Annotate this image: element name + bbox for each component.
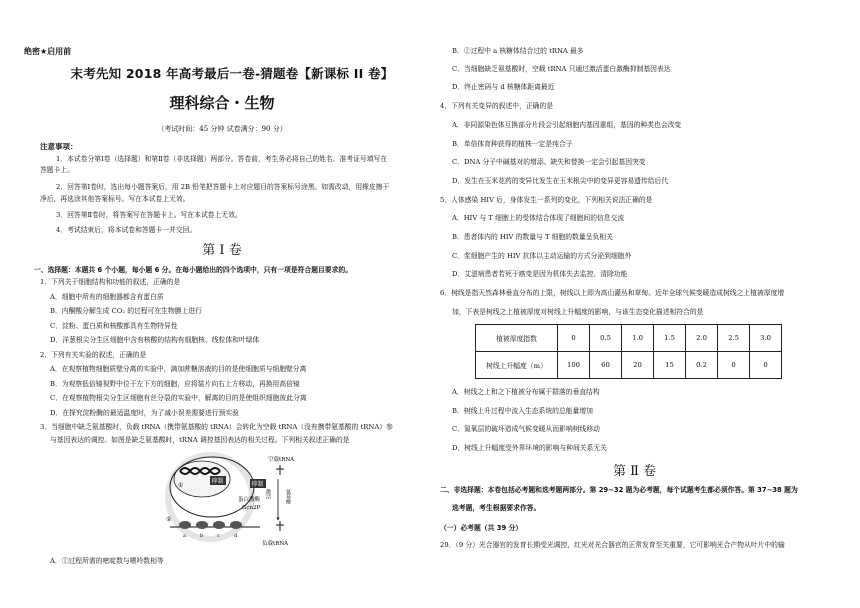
table-cell: 0 <box>718 352 750 379</box>
part2-intro-line2: 选考题，考生根据要求作答。 <box>452 504 541 512</box>
ribosome-b <box>196 521 208 529</box>
note-1-line2: 答题卡上。 <box>40 166 74 174</box>
q6-option-a: A．树线之上和之下植被分布属于群落的垂直结构 <box>452 388 600 396</box>
q3-stem-line2: 与基因表达的调控。如图是缺乏氨基酸时，tRNA 调控基因表达的相关过程。下列相关叙述正确的是 <box>50 436 350 444</box>
ribosome-c <box>213 521 225 529</box>
inhibit-label-1: 抑制 <box>211 478 224 485</box>
q1-option-c: C．淀粉、蛋白质和核酸都具有生物特异性 <box>50 322 178 330</box>
q2-option-a: A．在观察植物细胞质壁分离的实验中，滴加蔗糖溶液的目的是使细胞质与细胞壁分离 <box>50 365 307 373</box>
table-cell: 3.0 <box>750 325 782 352</box>
q3-option-c: C．当细胞缺乏氨基酸时，空载 tRNA 只通过激活蛋白激酶抑制基因表达 <box>452 65 671 73</box>
table-cell: 100 <box>558 352 590 379</box>
ribosome-c-label: c <box>217 533 220 539</box>
table-cell: 2.5 <box>718 325 750 352</box>
q6-stem-line1: 6．树线是指天然森林垂直分布的上限，树线以上即为高山灌丛和草甸。近年全球气候变暖造成树线之上植被厚度增 <box>440 289 785 297</box>
q1-option-a: A．细胞中所有的细胞器都含有蛋白质 <box>50 293 164 301</box>
table-row1-header: 植被厚度指数 <box>476 325 558 352</box>
exam-info: （考试时间：45 分钟 试卷满分：90 分） <box>157 125 287 133</box>
part2-intro-line1: 二、非选择题：本卷包括必考题和选考题两部分。第 29~32 题为必考题，每个试题考生都必须作答。第 37~38 题为 <box>440 486 798 494</box>
table-cell: 1.0 <box>622 325 654 352</box>
q4-option-a: A．非同源染色体互换部分片段会引起细胞内基因重组，基因的种类也会改变 <box>452 121 682 129</box>
part1-title: 第 Ⅰ 卷 <box>202 243 242 258</box>
vegetation-table <box>475 324 782 379</box>
q5-option-d: D．艾滋病患者若死于癌变是因为机体失去监控、清除功能 <box>452 270 628 278</box>
empty-trna-label: 空载tRNA <box>268 457 295 463</box>
amino-acid-label: 氨基酸 <box>285 489 291 504</box>
subject-title: 理科综合・生物 <box>169 94 275 112</box>
label-2: ② <box>166 516 172 523</box>
notes-title: 注意事项： <box>40 142 78 151</box>
q4-option-c: C．DNA 分子中碱基对的增添、缺失和替换一定会引起基因突变 <box>452 158 646 166</box>
label-1: ① <box>178 482 184 489</box>
table-cell: 0.2 <box>686 352 718 379</box>
q3-option-b: B．②过程中 a 核糖体结合过的 tRNA 最多 <box>452 47 584 55</box>
q4-stem: 4．下列有关变异的叙述中，正确的是 <box>440 102 554 110</box>
q5-option-a: A．HIV 与 T 细胞上的受体结合体现了细胞间的信息交流 <box>452 214 625 222</box>
trna-regulation-diagram <box>150 449 340 549</box>
table-row <box>476 352 782 379</box>
table-cell: 0 <box>558 325 590 352</box>
ribosome-d <box>230 521 242 529</box>
table-cell: 2.0 <box>686 325 718 352</box>
inhibit-label-2: 抑制 <box>251 481 264 488</box>
q2-option-c: C．在观察植物根尖分生区细胞有丝分裂的实验中，解离的目的是使组织细胞彼此分离 <box>50 394 307 402</box>
q6-stem-line2: 加，下表是树线之上植被厚度对树线上升幅度的影响，与该生态变化描述相符合的是 <box>452 308 704 316</box>
q1-option-d: D．洋葱根尖分生区细胞中含有核酸的结构有细胞核、线粒体和叶绿体 <box>50 336 260 344</box>
q1-option-b: B．内酮酸分解生成 CO₂ 的过程可在生物膜上进行 <box>50 307 202 315</box>
gcn2p-label: Gcn2P <box>242 505 261 511</box>
exam-title: 末考先知 2018 年高考最后一卷-猜题卷【新课标 II 卷】 <box>70 66 394 81</box>
ribosome-d-label: d <box>234 533 238 539</box>
ribosome-b-label: b <box>200 533 204 539</box>
loaded-trna-label: 负载tRNA <box>262 541 289 547</box>
q2-option-b: B．为观察低倍镜视野中位于左下方的细胞，应将装片向右上方移动，再换用高倍镜 <box>50 380 300 388</box>
q6-option-c: C．氮氧层的破坏造成气候变暖从而影响树线移动 <box>452 425 600 433</box>
part2-title: 第 Ⅱ 卷 <box>612 464 657 479</box>
ribosome-a-label: a <box>183 533 186 539</box>
required-heading: （一）必考题（共 39 分） <box>440 524 523 532</box>
table-row <box>476 325 782 352</box>
q1-stem: 1．下列关于细胞结构和功能的叙述，正确的是 <box>40 278 181 286</box>
q5-option-b: B．患者体内的 HIV 的数量与 T 细胞的数量呈负相关 <box>452 233 613 241</box>
kinase-label: 蛋白激酶 <box>238 497 261 503</box>
loaded-trna-shape <box>276 521 284 531</box>
part1-intro: 一、选择题：本题共 6 个小题，每小题 6 分。在每小题给出的四个选项中，只有一项是符合题目要求的。 <box>34 266 352 274</box>
table-cell: 0.5 <box>590 325 622 352</box>
q3-option-d: D．终止密码与 d 核糖体距离最近 <box>452 83 555 91</box>
table-cell: 15 <box>654 352 686 379</box>
note-2-line1: 2．回答第Ⅰ卷时，选出每小题答案后，用 2B 铅笔把答题卡上对应题目的答案标号涂黑。如需改动，用橡皮擦干 <box>56 183 390 191</box>
q6-option-b: B．树线上升过程中流入生态系统的总能量增加 <box>452 407 593 415</box>
q3-option-a: A．①过程所需的嘧啶数与嘌呤数相等 <box>50 557 164 565</box>
q5-stem: 5．人体感染 HIV 后，身体发生一系列的变化，下列相关说法正确的是 <box>440 196 653 204</box>
table-row2-header: 树线上升幅度（m） <box>476 352 558 379</box>
q2-option-d: D．在探究淀粉酶的最适温度时，为了减小误差需要进行预实验 <box>50 409 239 417</box>
note-2-line2: 净后，再选涂其他答案标号。写在本试卷上无效。 <box>40 195 190 203</box>
q6-option-d: D．树线上升幅度受外界环境的影响与种间关系无关 <box>452 444 607 452</box>
table-cell: 1.5 <box>654 325 686 352</box>
q3-stem-line1: 3．当细胞中缺乏氨基酸时，负载 tRNA（携带氨基酸的 tRNA）会转化为空载 tRNA（没有携带氨基酸的 tRNA）参 <box>40 423 393 431</box>
q29-stem: 29．（9 分）光合器官的发育长期受光调控，红光对光合器官的正常发育至关重要，它可影响光合产物从叶片中的输 <box>440 541 785 549</box>
table-cell: 60 <box>590 352 622 379</box>
table-cell: 0 <box>750 352 782 379</box>
note-1-line1: 1．本试卷分第Ⅰ卷（选择题）和第Ⅱ卷（非选择题）两部分。答卷前，考生务必将自己的姓名、准考证号填写在 <box>56 155 388 163</box>
activate-label: 激活 <box>265 489 271 499</box>
q2-stem: 2．下列有关实验的叙述，正确的是 <box>40 351 147 359</box>
note-4: 4．考试结束后，将本试卷和答题卡一并交回。 <box>56 226 197 234</box>
ribosome-a <box>179 521 191 529</box>
empty-trna-shape <box>276 465 284 475</box>
secret-label: 绝密★启用前 <box>24 47 72 56</box>
q5-option-c: C．浆细胞产生的 HIV 抗体以主动运输的方式分泌到细胞外 <box>452 252 632 260</box>
note-3: 3．回答第Ⅱ卷时，将答案写在答题卡上。写在本试卷上无效。 <box>56 211 242 219</box>
q4-option-b: B．单倍体育种获得的植株一定是纯合子 <box>452 140 573 148</box>
q4-option-d: D．发生在玉米花药的变异比发生在玉米根尖中的变异更容易遗传给后代 <box>452 177 669 185</box>
table-cell: 20 <box>622 352 654 379</box>
